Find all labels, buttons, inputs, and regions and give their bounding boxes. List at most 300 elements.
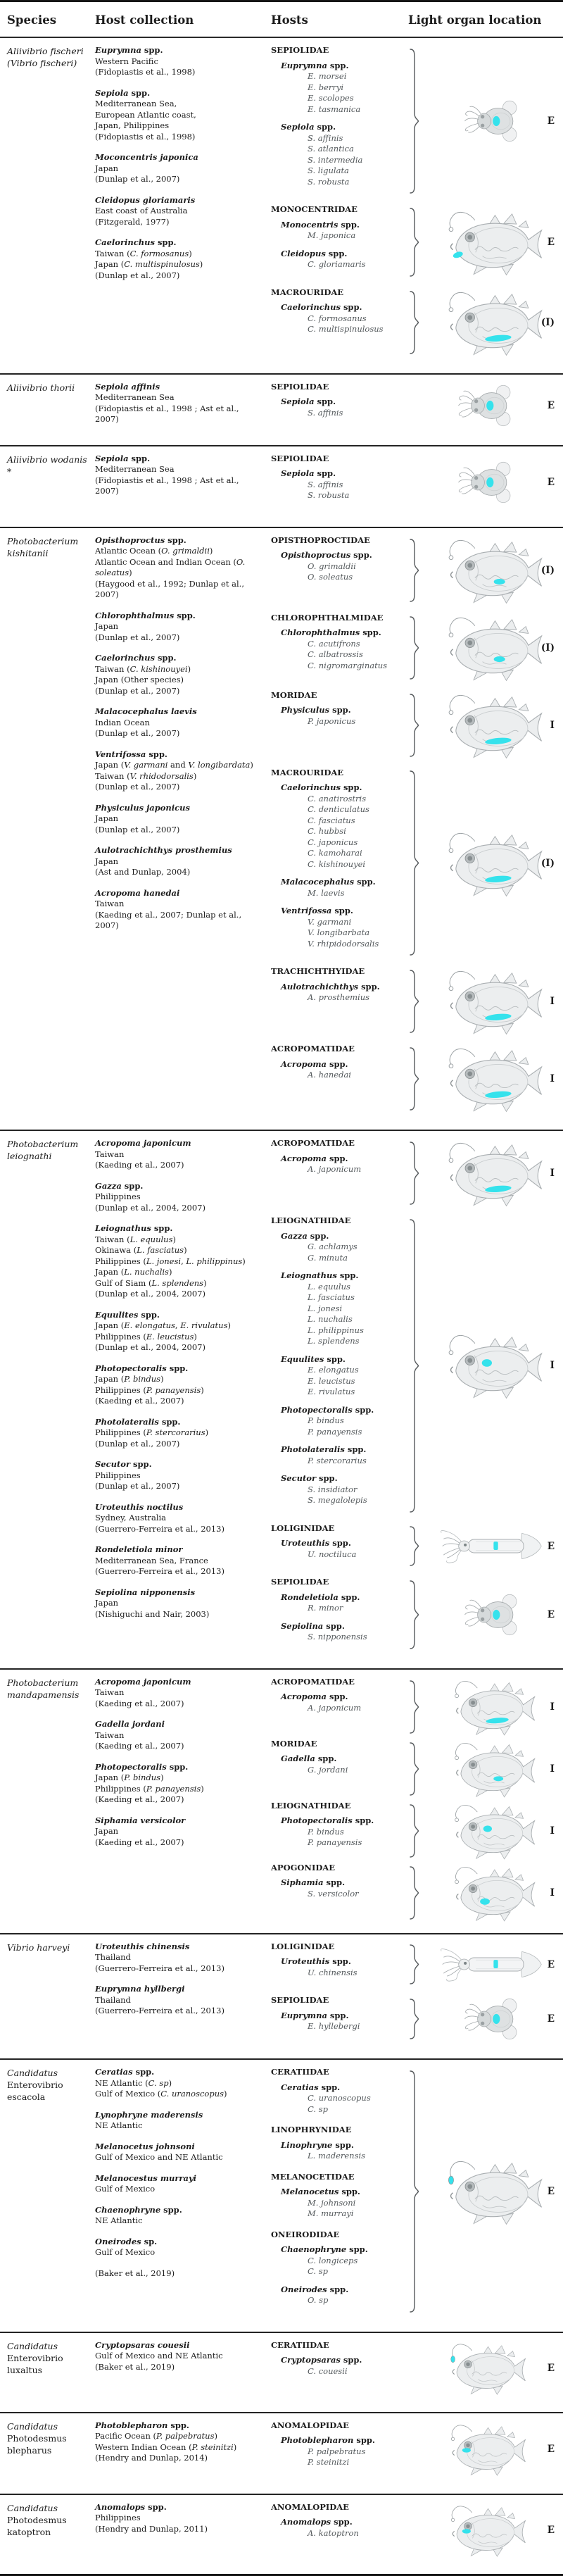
host-collection-cell <box>95 2420 271 2485</box>
host-collection-line: Taiwan <box>95 899 125 908</box>
genus-name: Cleidopus spp. <box>281 248 348 258</box>
light-organ-figure <box>408 1677 563 1737</box>
species-cell <box>7 1138 95 1660</box>
species-name-line: Candidatus <box>7 2420 58 2432</box>
genus-name: Photopectoralis spp. <box>281 1404 374 1415</box>
host-collection-entry <box>95 1223 260 1300</box>
family-block <box>271 1801 405 1849</box>
host-species-name: L. nuchalis <box>308 1314 353 1324</box>
family-name: LINOPHRYNIDAE <box>271 2125 352 2134</box>
column-header-hosts: Hosts <box>271 13 308 27</box>
family-name: CERATIIDAE <box>271 2067 329 2077</box>
host-species-name: C. sp <box>308 2103 328 2114</box>
light-organ-figure <box>408 45 563 197</box>
host-collection-name: Secutor spp. <box>95 1459 152 1469</box>
bracket-icon <box>408 1742 420 1796</box>
host-collection-entry <box>95 1138 260 1171</box>
host-species-name: C. gloriamaris <box>308 259 366 269</box>
host-collection-line: East coast of Australia <box>95 206 188 215</box>
host-collection-line: (Hendry and Dunlap, 2014) <box>95 2453 208 2463</box>
host-species-name: C. kamoharai <box>308 848 362 858</box>
bracket-icon <box>408 1866 420 1920</box>
host-collection-cell <box>95 535 271 1122</box>
host-collection-line: (Fitzgerald, 1977) <box>95 216 170 227</box>
bacterium-row <box>0 1933 563 2059</box>
bracket-icon <box>408 1804 420 1858</box>
genus-name: Physiculus spp. <box>281 705 351 715</box>
hosts-and-figures-cell <box>271 382 563 437</box>
host-collection-name: Cryptopsaras couesii <box>95 2339 190 2350</box>
light-organ-figure <box>408 287 563 358</box>
host-collection-name: Ceratias spp. <box>95 2067 155 2077</box>
host-collection-name: Ventrifossa spp. <box>95 749 167 759</box>
host-collection-entry <box>95 653 260 696</box>
host-species-name: G. minuta <box>308 1252 348 1263</box>
family-name: ACROPOMATIDAE <box>271 1044 355 1053</box>
species-name-line: mandapamensis <box>7 1689 80 1700</box>
host-collection-entry <box>95 382 260 425</box>
genus-block <box>271 877 405 899</box>
host-collection-cell <box>95 1138 271 1660</box>
host-collection-cell <box>95 2340 271 2403</box>
host-collection-line: (Fidopiastis et al., 1998 ; Ast et al., 2007) <box>95 475 239 496</box>
species-name-line: blepharus <box>7 2444 52 2456</box>
host-collection-name: Cleidopus gloriamaris <box>95 194 196 205</box>
host-collection-line: (Dunlap et al., 2007) <box>95 685 180 696</box>
genus-name: Sepiola spp. <box>281 468 336 478</box>
host-species-name: M. laevis <box>308 887 345 898</box>
host-collection-line: Philippines <box>95 2513 141 2522</box>
genus-name: Malacocephalus spp. <box>281 877 376 887</box>
host-collection-cell <box>95 382 271 437</box>
host-species-name: L. jonesi <box>308 1303 343 1313</box>
light-organ-location-label: E <box>547 236 555 248</box>
host-species-name: P. japonicus <box>308 715 356 726</box>
host-collection-name: Moconcentris japonica <box>95 152 198 162</box>
host-collection-name: Sepiolina nipponensis <box>95 1587 196 1597</box>
fish-illustration <box>408 2502 563 2558</box>
host-collection-name: Chaenophryne spp. <box>95 2204 182 2215</box>
host-collection-name: Photopectoralis spp. <box>95 1761 189 1772</box>
host-collection-cell <box>95 2502 271 2565</box>
genus-name: Photopectoralis spp. <box>281 1815 374 1825</box>
host-family-list <box>271 1044 408 1114</box>
family-block <box>271 2067 405 2115</box>
species-name-line: leiognathi <box>7 1151 52 1161</box>
genus-block <box>271 550 405 583</box>
light-organ-location-label: I <box>550 1168 555 1179</box>
genus-block <box>271 1405 405 1438</box>
host-collection-name: Melanocestus murrayi <box>95 2172 196 2183</box>
bacterium-row <box>0 2332 563 2412</box>
host-species-name: C. kishinouyei <box>308 858 366 869</box>
host-species-name: P. panayensis <box>308 1426 362 1437</box>
host-collection-line: (Dunlap et al., 2004, 2007) <box>95 1342 205 1352</box>
genus-block <box>271 1059 405 1081</box>
host-collection-line: (Dunlap et al., 2004, 2007) <box>95 1202 205 1213</box>
column-header-species: Species <box>7 13 57 27</box>
host-collection-name: Opisthoproctus spp. <box>95 534 186 545</box>
genus-block <box>271 468 405 501</box>
family-name: TRACHICHTHYIDAE <box>271 966 365 976</box>
light-organ-figure <box>408 2502 563 2558</box>
light-organ-figure <box>408 613 563 683</box>
species-name-line: Photobacterium <box>7 1677 79 1688</box>
genus-name: Photolateralis spp. <box>281 1444 367 1454</box>
species-cell <box>7 2340 95 2403</box>
light-organ-figure <box>408 1801 563 1861</box>
family-name: SEPIOLIDAE <box>271 1577 329 1587</box>
light-organ-location-label: I <box>550 1073 555 1084</box>
host-species-name: S. robusta <box>308 176 350 187</box>
host-species-name: S. intermedia <box>308 154 363 165</box>
host-collection-line: NE Atlantic (C. sp) <box>95 2077 172 2088</box>
species-name-line: Photodesmus <box>7 2432 67 2444</box>
host-collection-line: Western Indian Ocean (P. steinitzi) <box>95 2441 237 2452</box>
family-name: APOGONIDAE <box>271 1862 335 1872</box>
host-collection-line: NE Atlantic <box>95 2215 143 2225</box>
family-name: ACROPOMATIDAE <box>271 1676 355 1687</box>
host-species-name: E. rivulatus <box>308 1387 355 1396</box>
family-name: ANOMALOPIDAE <box>271 2420 349 2430</box>
family-name: SEPIOLIDAE <box>271 45 329 55</box>
fish-illustration <box>420 1044 563 1114</box>
host-collection-line: (Kaeding et al., 2007) <box>95 1837 184 1847</box>
light-organ-location-label: E <box>547 2362 555 2374</box>
light-organ-figure <box>408 690 563 761</box>
host-species-name: S. affinis <box>308 479 343 489</box>
bracket-icon <box>408 49 420 194</box>
family-name: LEIOGNATHIDAE <box>271 1800 351 1811</box>
family-name: MORIDAE <box>271 689 317 700</box>
host-group <box>271 2502 563 2558</box>
host-species-name: S. versicolor <box>308 1888 359 1899</box>
host-species-name: C. anatirostris <box>308 793 367 804</box>
genus-block <box>271 1473 405 1506</box>
light-organ-location-label: E <box>547 2185 555 2197</box>
column-header-light-organ-location: Light organ location <box>408 13 542 27</box>
genus-name: Photoblepharon spp. <box>281 2435 375 2445</box>
bacterium-row <box>0 373 563 445</box>
fish-illustration <box>420 1138 563 1208</box>
host-collection-line: Philippines (P. panayensis) <box>95 1783 204 1794</box>
host-collection-line: Japan (Other species) <box>95 675 184 684</box>
host-collection-line: (Fidopiastis et al., 1998 ; Ast et al., 2007) <box>95 403 239 424</box>
host-collection-line: Gulf of Mexico and NE Atlantic <box>95 2152 223 2162</box>
light-organ-figure <box>408 2340 563 2396</box>
family-name: MACROURIDAE <box>271 767 344 777</box>
family-block <box>271 2230 405 2306</box>
hosts-and-figures-cell <box>271 535 563 1122</box>
light-organ-figure <box>408 1577 563 1653</box>
host-collection-line: (Guerrero-Ferreira et al., 2013) <box>95 1523 224 1534</box>
genus-block <box>271 302 405 335</box>
family-name: LOLIGINIDAE <box>271 1523 335 1533</box>
family-block <box>271 613 405 672</box>
fish-illustration <box>420 1739 563 1799</box>
host-collection-line: (Baker et al., 2019) <box>95 2361 175 2372</box>
host-group <box>271 613 563 683</box>
bacterium-row <box>0 38 563 373</box>
host-collection-line: Philippines (P. panayensis) <box>95 1384 204 1395</box>
host-collection-entry <box>95 706 260 739</box>
host-species-name: O. soleatus <box>308 572 353 582</box>
light-organ-location-label: (I) <box>540 564 555 576</box>
host-group <box>271 382 563 430</box>
light-organ-location-label: I <box>550 1825 555 1837</box>
host-collection-name: Chlorophthalmus spp. <box>95 610 196 620</box>
species-name-line: katoptron <box>7 2526 51 2537</box>
host-collection-entry <box>95 2502 260 2535</box>
host-family-list <box>271 45 408 197</box>
family-block <box>271 1995 405 2032</box>
species-cell <box>7 2067 95 2323</box>
host-collection-entry <box>95 1815 260 1849</box>
host-collection-line: Taiwan (V. rhidodorsalis) <box>95 770 197 781</box>
host-species-name: U. noctiluca <box>308 1549 357 1559</box>
family-name: SEPIOLIDAE <box>271 381 329 392</box>
genus-name: Caelorinchus spp. <box>281 782 362 792</box>
genus-name: Rondeletiola spp. <box>281 1592 360 1602</box>
fish-illustration <box>408 2421 563 2477</box>
bracket-icon <box>408 1680 420 1734</box>
host-group <box>271 966 563 1037</box>
host-group <box>271 1995 563 2043</box>
light-organ-figure <box>408 2420 563 2478</box>
host-collection-line: Taiwan <box>95 1149 125 1159</box>
host-collection-line: (Nishiguchi and Nair, 2003) <box>95 1608 210 1619</box>
host-collection-line: Gulf of Mexico and NE Atlantic <box>95 2351 223 2361</box>
host-collection-name: Euprymna spp. <box>95 45 163 55</box>
species-cell <box>7 382 95 437</box>
light-organ-figure <box>408 535 563 606</box>
host-collection-entry <box>95 454 260 497</box>
light-organ-figure <box>408 2067 563 2316</box>
bobtail-squid-illustration <box>408 382 563 430</box>
host-family-list <box>271 454 408 511</box>
host-species-name: A. prosthemius <box>308 992 370 1002</box>
host-collection-line: Gulf of Mexico (C. uranoscopus) <box>95 2089 227 2099</box>
host-species-name: A. katoptron <box>308 2527 359 2538</box>
host-family-list <box>271 1138 408 1208</box>
genus-block <box>271 1270 405 1347</box>
host-collection-name: Sepiola spp. <box>95 87 151 98</box>
family-block <box>271 454 405 501</box>
host-collection-name: Acropoma hanedai <box>95 887 180 898</box>
fish-illustration <box>420 1330 563 1401</box>
host-collection-name: Acropoma japonicum <box>95 1138 191 1148</box>
host-species-name: P. bindus <box>308 1826 344 1837</box>
host-collection-line: Indian Ocean <box>95 717 150 727</box>
host-collection-name: Lynophryne maderensis <box>95 2109 203 2120</box>
family-name: LOLIGINIDAE <box>271 1941 335 1951</box>
light-organ-figure <box>408 1044 563 1114</box>
host-family-list <box>271 1677 408 1737</box>
genus-block <box>271 1877 405 1899</box>
host-collection-line: (Fidopiastis et al., 1998) <box>95 131 196 142</box>
species-name-line: kishitanii <box>7 547 49 558</box>
squid-illustration <box>420 1526 563 1566</box>
host-collection-line: (Kaeding et al., 2007) <box>95 1698 184 1708</box>
light-organ-location-label: E <box>547 1540 555 1552</box>
host-collection-line: (Guerrero-Ferreira et al., 2013) <box>95 1566 224 1576</box>
genus-block <box>271 705 405 727</box>
host-collection-entry <box>95 803 260 836</box>
light-organ-location-label: E <box>547 115 555 127</box>
genus-block <box>271 1621 405 1643</box>
species-name-line: Aliivibrio thorii <box>7 382 75 393</box>
host-collection-line: Japan <box>95 813 119 823</box>
host-group <box>271 2340 563 2396</box>
hosts-and-figures-cell <box>271 2502 563 2565</box>
bracket-icon <box>408 970 420 1033</box>
genus-name: Aulotrachichthys spp. <box>281 981 380 992</box>
host-species-name: S. ligulata <box>308 165 349 175</box>
genus-block <box>271 1538 405 1560</box>
host-species-name: O. sp <box>308 2295 329 2305</box>
family-name: SEPIOLIDAE <box>271 453 329 463</box>
host-collection-name: Caelorinchus spp. <box>95 237 177 247</box>
genus-block <box>271 1354 405 1398</box>
host-species-name: S. megalolepis <box>308 1495 367 1505</box>
host-species-name: C. couesii <box>308 2365 348 2376</box>
family-block <box>271 2502 405 2539</box>
family-name: CERATIIDAE <box>271 2339 329 2350</box>
host-species-name: C. hubbsi <box>308 826 346 836</box>
host-collection-entry <box>95 45 260 78</box>
host-collection-name: Gadella jordani <box>95 1719 165 1729</box>
light-organ-location-label: E <box>547 2443 555 2455</box>
hosts-and-figures-cell <box>271 1138 563 1660</box>
host-collection-line: (Dunlap et al., 2007) <box>95 728 180 738</box>
host-species-name: V. rhipidodorsalis <box>308 938 379 949</box>
host-species-name: P. stercorarius <box>308 1455 367 1465</box>
light-organ-location-label: I <box>550 719 555 731</box>
species-cell <box>7 2420 95 2485</box>
genus-name: Monocentris spp. <box>281 219 360 230</box>
bracket-icon <box>408 1526 420 1566</box>
bracket-icon <box>408 1580 420 1649</box>
host-collection-entry <box>95 1310 260 1353</box>
family-name: MACROURIDAE <box>271 287 344 297</box>
genus-block <box>271 1231 405 1264</box>
host-collection-entry <box>95 1984 260 2017</box>
light-organ-location-label: I <box>550 1701 555 1713</box>
host-species-name: L. maderensis <box>308 2151 366 2161</box>
host-group <box>271 1801 563 1861</box>
host-species-name: V. garmani <box>308 916 352 927</box>
host-collection-name: Photopectoralis spp. <box>95 1363 189 1373</box>
host-collection-line: Japan <box>95 1598 119 1608</box>
genus-name: Euprymna spp. <box>281 60 349 70</box>
host-collection-line: Japan <box>95 621 119 631</box>
host-species-name: E. morsei <box>308 71 347 81</box>
family-block <box>271 2340 405 2377</box>
host-collection-line: Mediterranean Sea <box>95 464 175 474</box>
host-collection-line: (Fidopiastis et al., 1998) <box>95 67 196 77</box>
host-species-name: P. steinitzi <box>308 2457 350 2467</box>
host-species-name: S. robusta <box>308 490 350 500</box>
family-block <box>271 2172 405 2220</box>
hosts-and-figures-cell <box>271 2420 563 2485</box>
family-block <box>271 690 405 727</box>
host-species-name: S. affinis <box>308 132 343 143</box>
species-name-line: Photobacterium <box>7 1139 79 1149</box>
host-family-list <box>271 287 408 358</box>
genus-name: Uroteuthis spp. <box>281 1538 351 1548</box>
species-name-line: Candidatus <box>7 2502 58 2513</box>
host-collection-entry <box>95 88 260 143</box>
bracket-icon <box>408 1219 420 1513</box>
host-family-list <box>271 2502 408 2558</box>
host-species-name: C. fasciatus <box>308 815 355 825</box>
genus-name: Linophryne spp. <box>281 2139 354 2150</box>
host-collection-entry <box>95 611 260 644</box>
host-collection-name: Photolateralis spp. <box>95 1416 181 1427</box>
family-block <box>271 1215 405 1506</box>
fish-illustration <box>420 1863 563 1923</box>
host-species-name: E. scolopes <box>308 93 354 103</box>
species-name-line: Candidatus <box>7 2340 58 2351</box>
light-organ-location-label: I <box>550 1360 555 1372</box>
family-name: SEPIOLIDAE <box>271 1995 329 2005</box>
light-organ-figure <box>408 768 563 960</box>
genus-block <box>271 61 405 115</box>
host-species-name: S. insidiator <box>308 1484 358 1494</box>
fish-illustration <box>420 1801 563 1861</box>
light-organ-location-label: E <box>547 2013 555 2025</box>
hosts-and-figures-cell <box>271 2067 563 2323</box>
host-collection-line: Japan (E. elongatus, E. rivulatus) <box>95 1320 231 1330</box>
host-species-name: L. fasciatus <box>308 1292 355 1302</box>
host-group <box>271 1215 563 1516</box>
host-collection-name: Photoblepharon spp. <box>95 2420 189 2430</box>
host-group <box>271 1044 563 1114</box>
host-collection-line: (Kaeding et al., 2007; Dunlap et al., 2007) <box>95 909 242 930</box>
bobtail-squid-illustration <box>420 1591 563 1639</box>
host-species-name: L. philippinus <box>308 1325 364 1335</box>
family-block <box>271 2420 405 2468</box>
fish-illustration <box>420 690 563 761</box>
host-collection-entry <box>95 1502 260 1535</box>
host-collection-line: (Dunlap et al., 2007) <box>95 270 180 280</box>
light-organ-location-label: E <box>547 1958 555 1970</box>
host-collection-line: (Dunlap et al., 2007) <box>95 174 180 184</box>
host-species-name: M. japonica <box>308 230 356 240</box>
genus-block <box>271 1956 405 1978</box>
host-group <box>271 45 563 197</box>
host-group <box>271 287 563 358</box>
host-species-name: C. formosanus <box>308 313 367 323</box>
genus-name: Gadella spp. <box>281 1753 337 1763</box>
family-block <box>271 204 405 270</box>
host-species-name: S. affinis <box>308 407 343 418</box>
genus-block <box>271 2011 405 2032</box>
host-species-name: C. longiceps <box>308 2255 358 2265</box>
host-collection-entry <box>95 1544 260 1577</box>
host-collection-line: (Ast and Dunlap, 2004) <box>95 867 191 877</box>
host-collection-name: Malacocephalus laevis <box>95 706 197 716</box>
host-collection-line: (Haygood et al., 1992; Dunlap et al., 2007) <box>95 578 244 599</box>
genus-block <box>271 2517 405 2539</box>
host-group <box>271 535 563 606</box>
host-group <box>271 1739 563 1799</box>
light-organ-figure <box>408 382 563 430</box>
host-collection-line: (Hendry and Dunlap, 2011) <box>95 2523 208 2534</box>
hosts-and-figures-cell <box>271 454 563 518</box>
family-name: MORIDAE <box>271 1738 317 1749</box>
host-collection-name: Leiognathus spp. <box>95 1223 173 1233</box>
